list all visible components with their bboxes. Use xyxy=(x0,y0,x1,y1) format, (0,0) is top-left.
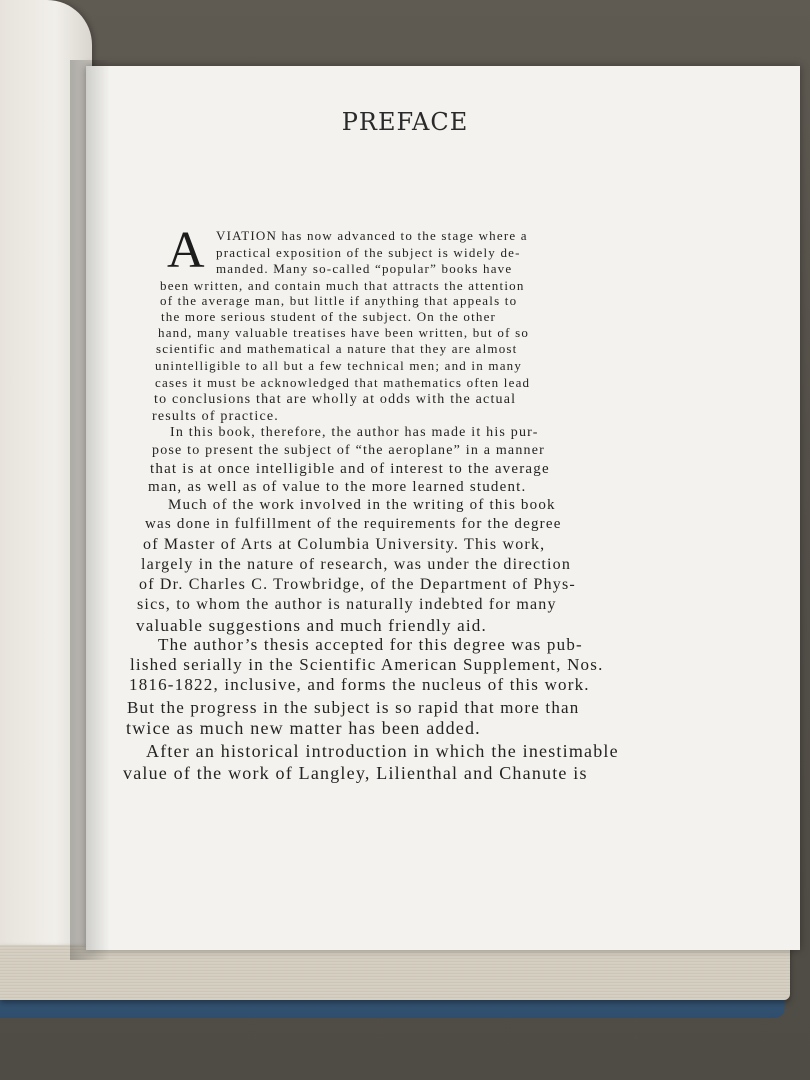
body-text-line: of the average man, but little if anything that appeals to xyxy=(160,293,518,308)
body-text-line: pose to present the subject of “the aeroplane” in a manner xyxy=(152,443,546,458)
body-text-line: practical exposition of the subject is widely de- xyxy=(216,245,521,260)
body-text-line: been written, and contain much that attracts the attention xyxy=(160,278,525,293)
page-edges xyxy=(0,945,790,1000)
body-text-line: manded. Many so-called “popular” books have xyxy=(216,261,513,276)
body-text-line: sics, to whom the author is naturally indebted for many xyxy=(137,596,557,613)
body-text-line: value of the work of Langley, Lilienthal and Chanute is xyxy=(123,763,588,783)
body-text-line: of Master of Arts at Columbia University. This work, xyxy=(143,536,546,553)
body-text-line: In this book, therefore, the author has made it his pur- xyxy=(170,425,539,440)
body-text-line: After an historical introduction in which the inestimable xyxy=(146,741,619,761)
body-text-line: hand, many valuable treatises have been written, but of so xyxy=(158,325,530,340)
body-text-line: Much of the work involved in the writing of this book xyxy=(168,497,556,513)
body-text-line: was done in fulfillment of the requirements for the degree xyxy=(145,516,562,532)
body-text-line: The author’s thesis accepted for this degree was pub- xyxy=(158,635,583,654)
body-text-line: VIATION has now advanced to the stage where a xyxy=(216,228,528,243)
body-text-line: largely in the nature of research, was under the direction xyxy=(141,556,572,573)
body-text-line: valuable suggestions and much friendly aid. xyxy=(136,616,487,635)
gutter-shadow xyxy=(70,60,110,960)
body-text-line: cases it must be acknowledged that mathematics often lead xyxy=(155,375,531,390)
body-text-line: 1816-1822, inclusive, and forms the nucleus of this work. xyxy=(129,675,590,694)
drop-cap: A xyxy=(167,222,205,279)
body-text-line: twice as much new matter has been added. xyxy=(126,718,481,738)
body-text-line: the more serious student of the subject. On the other xyxy=(161,309,497,324)
body-text-line: that is at once intelligible and of interest to the average xyxy=(150,461,550,477)
body-text-line: But the progress in the subject is so rapid that more than xyxy=(127,698,580,717)
body-text-line: lished serially in the Scientific American Supplement, Nos. xyxy=(130,655,604,674)
body-text-line: unintelligible to all but a few technical men; and in many xyxy=(155,358,523,373)
body-text-line: scientific and mathematical a nature that they are almost xyxy=(156,341,518,356)
body-text-line: results of practice. xyxy=(152,409,280,424)
body-text-line: man, as well as of value to the more learned student. xyxy=(148,479,527,495)
page-title: PREFACE xyxy=(341,108,469,136)
body-text-line: to conclusions that are wholly at odds with the actual xyxy=(154,392,517,407)
body-text-line: of Dr. Charles C. Trowbridge, of the Department of Phys- xyxy=(139,576,576,593)
